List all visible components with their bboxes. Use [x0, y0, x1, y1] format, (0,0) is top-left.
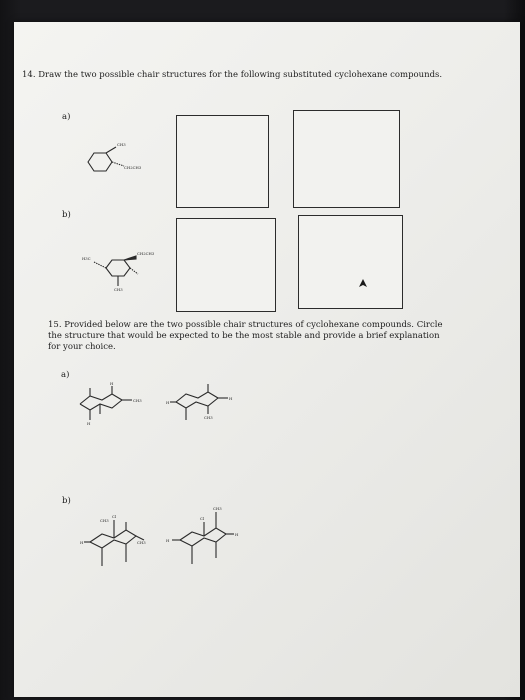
question-14-prompt: 14. Draw the two possible chair structures for the following substituted cyclohexane compounds.	[22, 70, 443, 80]
q14b-ethyl-label: CH2CH3	[137, 251, 155, 256]
worksheet-page	[14, 22, 520, 697]
question-14b-label: b)	[62, 210, 71, 220]
q15b1-ch3-label: CH3	[100, 518, 109, 523]
q15a-chair-structure-1	[72, 382, 152, 432]
q15b2-h-label: H	[235, 532, 239, 537]
answer-box-14b-chair-2[interactable]	[298, 215, 403, 309]
mouse-cursor-icon	[358, 279, 368, 289]
question-14a-label: a)	[62, 112, 71, 122]
q15b-chair-structure-2	[166, 500, 246, 580]
q15b2-ch3-label: CH3	[213, 506, 222, 511]
question-15a-label: a)	[61, 370, 70, 380]
q14a-ethyl-label: CH2CH3	[124, 165, 142, 170]
q14a-cyclohexane-structure	[82, 142, 152, 182]
answer-box-14a-chair-1[interactable]	[176, 115, 269, 208]
q15a2-h-label: H	[166, 400, 170, 405]
q15a2-h2-label: H	[229, 396, 233, 401]
q15a1-ch3-label: CH3	[133, 398, 142, 403]
q15b2-cl-label: Cl	[200, 516, 205, 521]
q15b-chair-structure-1	[80, 500, 160, 580]
q14b-cyclohexane-structure	[74, 246, 164, 306]
q15a1-h2-label: H	[87, 421, 91, 426]
q15a2-ch3-label: CH3	[204, 415, 213, 420]
q15b1-h-label: H	[80, 540, 84, 545]
q15b1-cl-label: Cl	[112, 514, 117, 519]
answer-box-14a-chair-2[interactable]	[293, 110, 400, 208]
answer-box-14b-chair-1[interactable]	[176, 218, 276, 312]
q14b-h3c-label: H3C	[82, 256, 91, 261]
q14b-ch3-label: CH3	[114, 287, 123, 292]
question-15b-label: b)	[62, 496, 71, 506]
q15b2-h2-label: H	[166, 538, 170, 543]
q15a1-h-label: H	[110, 381, 114, 386]
q15a-chair-structure-2	[166, 382, 246, 432]
q15b1-ch3-right-label: CH3	[137, 540, 146, 545]
question-15-prompt: 15. Provided below are the two possible chair structures of cyclohexane compounds. Circle the structure that would be expected to be the most stable and provide a brief explanation for your choice.	[48, 320, 443, 352]
q14a-methyl-label: CH3	[117, 142, 126, 147]
